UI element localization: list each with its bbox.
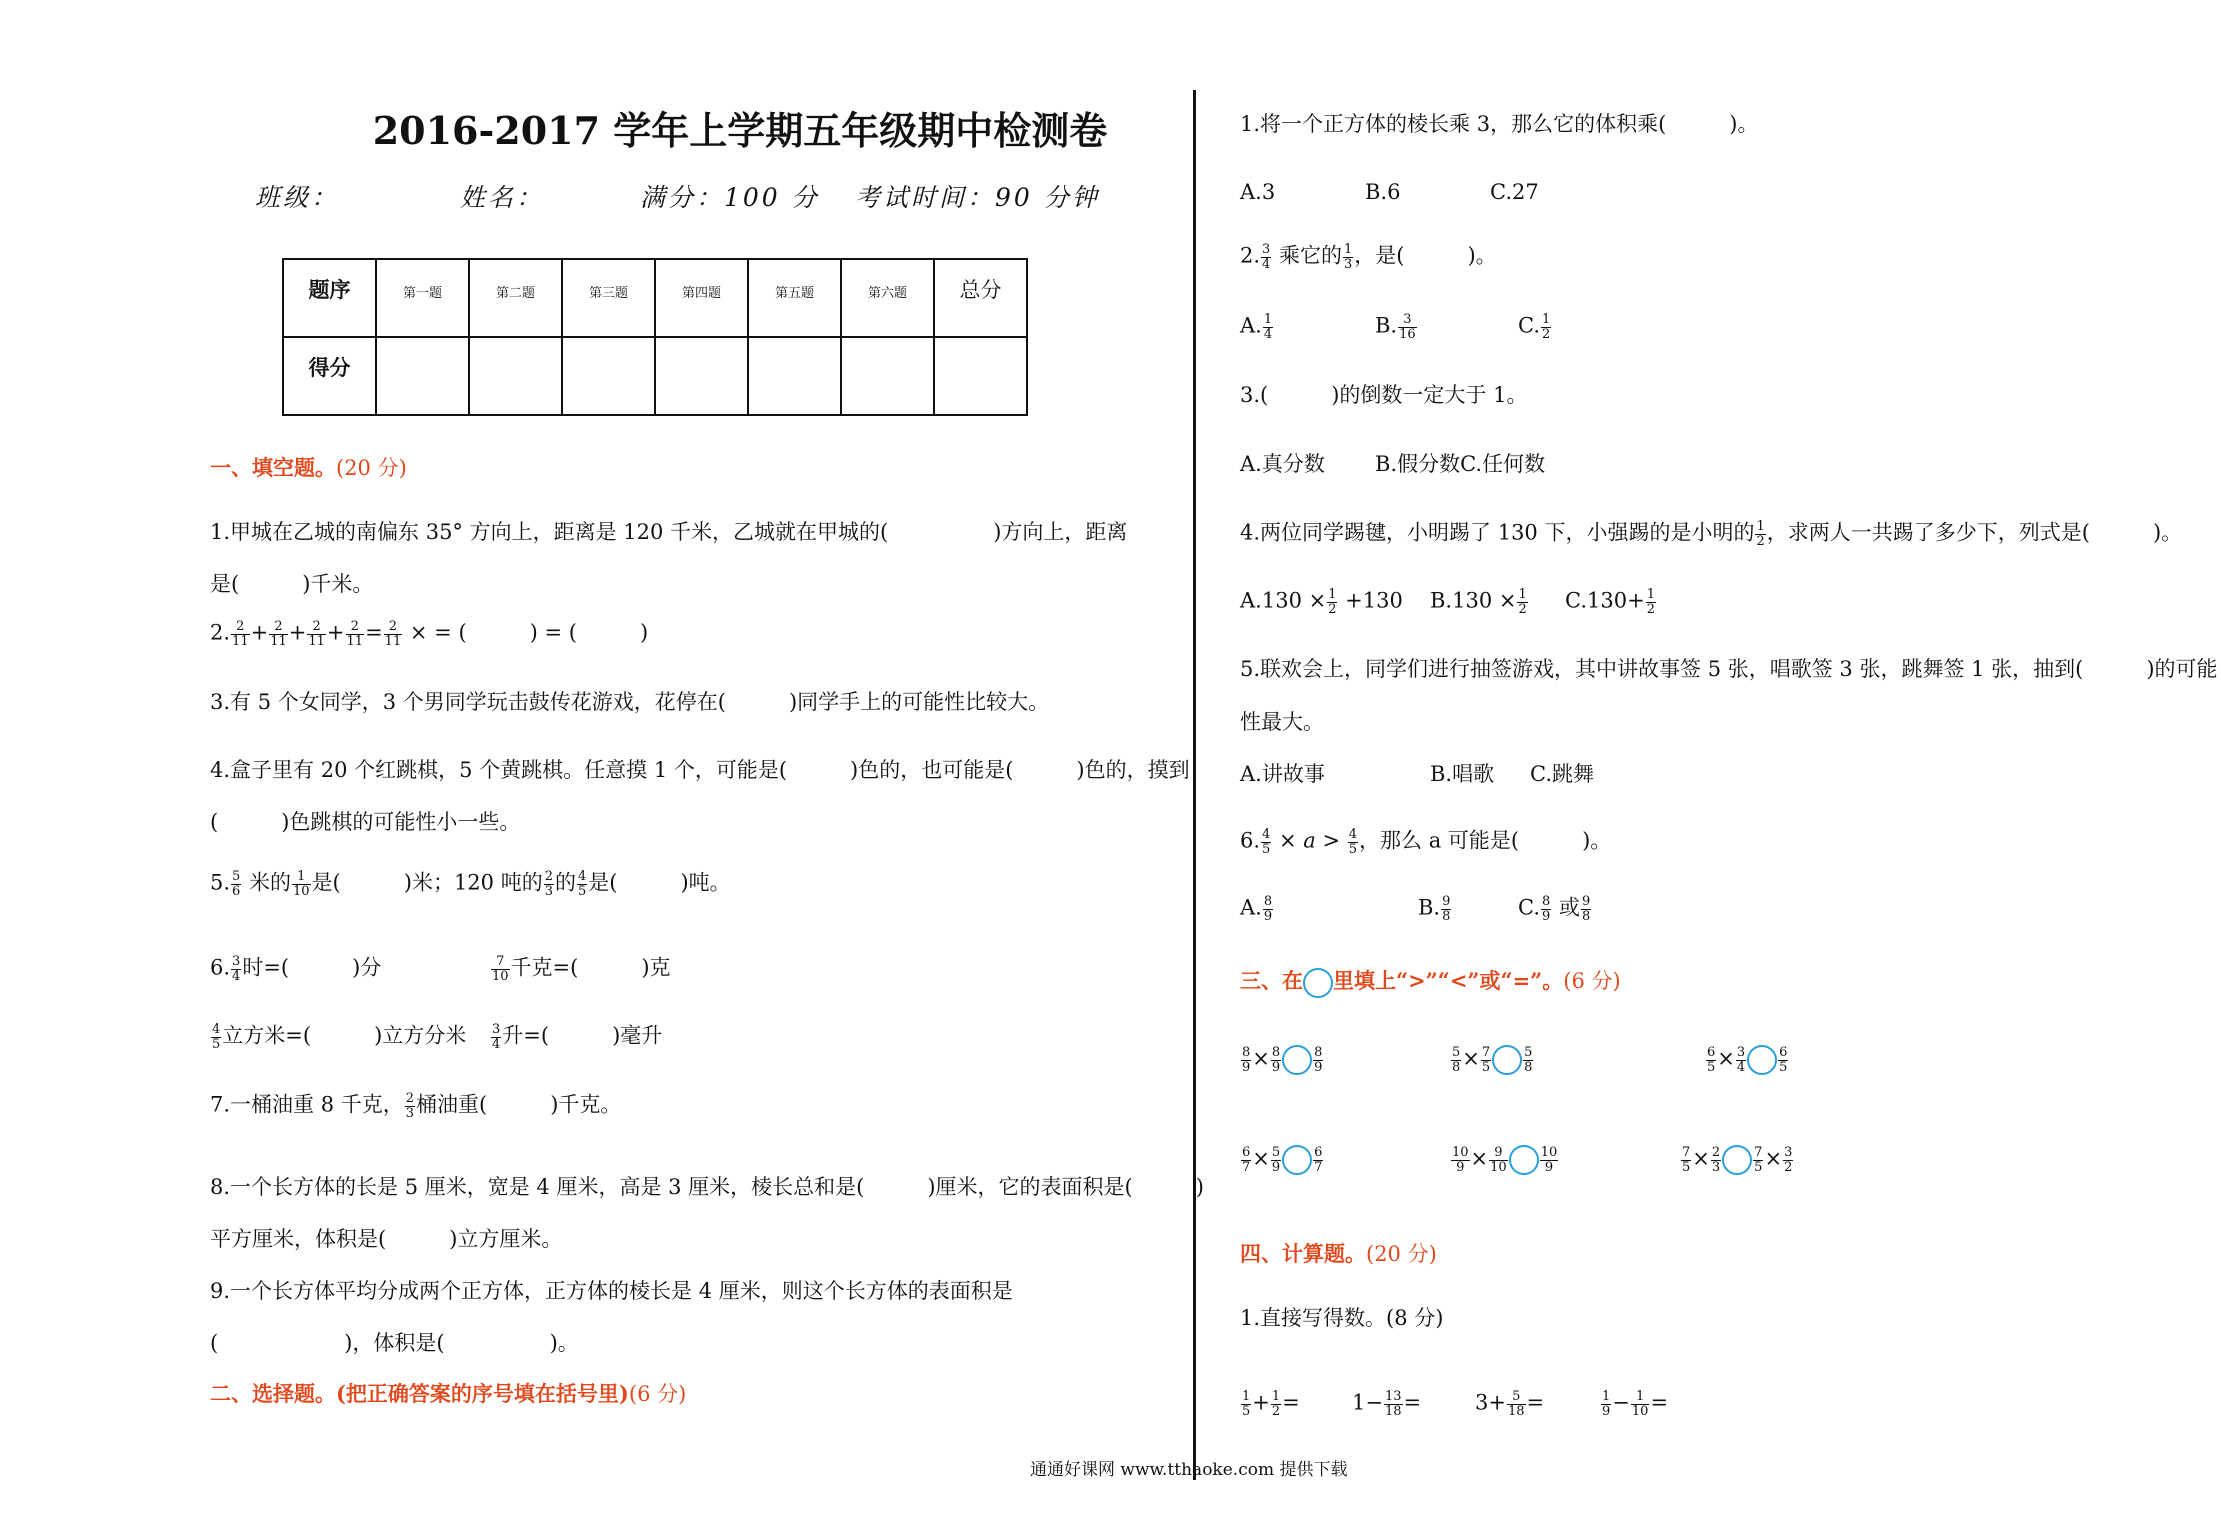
question-8-line1: 8.一个长方体的长是 5 厘米，宽是 4 厘米，高是 3 厘米，棱长总和是( )厘米，它的表面积是( )	[210, 1175, 1204, 1199]
fraction: $\frac{1}{2}$	[1328, 587, 1337, 617]
question-3: 3.有 5 个女同学，3 个男同学玩击鼓传花游戏，花停在( )同学手上的可能性比较大。	[210, 690, 1050, 714]
question-text: ，是( )。	[1354, 243, 1497, 268]
fraction: $\frac{8}{9}$	[1542, 894, 1551, 924]
question-9-line2: ( )，体积是( )。	[210, 1331, 579, 1355]
fraction: $\frac{1}{2}$	[1542, 312, 1551, 342]
calc-item-4: $\frac{1}{9}$ − $\frac{1}{10}$ =	[1602, 1389, 1669, 1419]
fraction: $\frac{8}{9}$	[1263, 894, 1273, 924]
fraction: $\frac{2}{3}$	[544, 869, 553, 899]
table-header-cell: 第三题	[562, 259, 655, 337]
fraction: $\frac{1}{4}$	[1263, 312, 1273, 342]
question-6-part2	[490, 955, 671, 983]
question-number: 6.	[210, 955, 231, 980]
choice-q2-option-a	[1240, 313, 1274, 341]
fraction: $\frac{2}{11}$	[270, 619, 287, 649]
question-9-line1: 9.一个长方体平均分成两个正方体，正方体的棱长是 4 厘米，则这个长方体的表面积是	[210, 1279, 1013, 1303]
question-text: ，求两人一共踢了多少下，列式是( )。	[1766, 520, 2183, 545]
compare-circle[interactable]	[1282, 1145, 1312, 1175]
section-score: (6 分)	[628, 1382, 687, 1406]
question-1-line2: 是( )千米。	[210, 572, 374, 596]
question-text: 立方米=( )立方分米	[222, 1023, 467, 1048]
fraction: $\frac{2}{11}$	[308, 619, 325, 649]
table-header-cell: 题序	[283, 259, 376, 337]
option-label: B.	[1418, 895, 1441, 920]
compare-item-3: $\frac{6}{5}$ × $\frac{3}{4}$ $\frac{6}{5}$	[1707, 1044, 1788, 1075]
question-text: 乘它的	[1272, 243, 1343, 268]
option-text: 或	[1552, 895, 1580, 920]
choice-q1-option-c: C.27	[1490, 180, 1539, 204]
class-label: 班级：	[255, 183, 340, 212]
question-1-line1: 1.甲城在乙城的南偏东 35° 方向上，距离是 120 千米，乙城就在甲城的( )方向上，距离	[210, 520, 1128, 544]
compare-item-4: $\frac{6}{7}$ × $\frac{5}{9}$ $\frac{6}{7}$	[1242, 1144, 1323, 1175]
table-header-cell: 第二题	[469, 259, 562, 337]
section-label: 二、选择题。(把正确答案的序号填在括号里)	[210, 1381, 629, 1406]
compare-circle[interactable]	[1722, 1145, 1752, 1175]
fraction: $\frac{3}{4}$	[232, 954, 241, 984]
compare-item-1: $\frac{8}{9}$ × $\frac{8}{9}$ $\frac{8}{9}$	[1242, 1044, 1323, 1075]
question-4-line2: ( )色跳棋的可能性小一些。	[210, 810, 521, 834]
fraction: $\frac{1}{10}$	[293, 869, 310, 899]
section-4-title	[1240, 1238, 1437, 1268]
question-text: × a >	[1272, 828, 1347, 853]
fraction: $\frac{9}{8}$	[1581, 894, 1591, 924]
score-cell[interactable]	[376, 337, 469, 415]
question-6-part4	[490, 1023, 662, 1051]
choice-q3-option-a: A.真分数	[1240, 452, 1325, 476]
fraction: $\frac{2}{11}$	[384, 619, 402, 649]
section-3-title	[1240, 965, 1621, 998]
question-8-line2: 平方厘米，体积是( )立方厘米。	[210, 1227, 563, 1251]
calc-item-3: 3+ $\frac{5}{18}$ =	[1475, 1389, 1545, 1419]
fraction: $\frac{4}{5}$	[1348, 827, 1358, 857]
score-cell[interactable]	[748, 337, 841, 415]
score-cell[interactable]	[841, 337, 934, 415]
section-score: (20 分)	[1366, 1242, 1437, 1266]
table-header-cell: 第四题	[655, 259, 748, 337]
question-text: 的	[555, 870, 576, 895]
question-text: 7.一桶油重 8 千克，	[210, 1092, 404, 1117]
score-table	[282, 258, 1028, 416]
fraction: $\frac{4}{5}$	[1262, 827, 1271, 857]
choice-q6-option-c	[1518, 895, 1592, 923]
section-score: (20 分)	[336, 456, 407, 480]
question-text: 桶油重( )千克。	[416, 1092, 622, 1117]
question-number: 2.	[1240, 243, 1261, 268]
choice-question-3: 3.( )的倒数一定大于 1。	[1240, 383, 1528, 407]
fraction: $\frac{4}{5}$	[212, 1022, 221, 1052]
choice-q5-option-b: B.唱歌	[1430, 762, 1495, 786]
score-cell[interactable]	[562, 337, 655, 415]
circle-icon	[1303, 968, 1333, 998]
score-cell[interactable]	[655, 337, 748, 415]
section-score: (6 分)	[1563, 969, 1621, 993]
option-label: C.	[1518, 895, 1540, 920]
choice-q4-option-c	[1565, 588, 1657, 616]
choice-q3-option-bc: B.假分数C.任何数	[1375, 452, 1546, 476]
choice-q4-option-b	[1430, 588, 1529, 616]
section-label: 里填上“>”“<”或“=”。	[1333, 968, 1564, 993]
question-text: = ( ) = ( )	[427, 620, 649, 645]
question-number: 2.	[210, 620, 231, 645]
table-header-cell: 第五题	[748, 259, 841, 337]
question-4-line1: 4.盒子里有 20 个红跳棋，5 个黄跳棋。任意摸 1 个，可能是( )色的，也可能是( )色的，摸到	[210, 758, 1190, 782]
compare-circle[interactable]	[1492, 1045, 1522, 1075]
fraction: $\frac{7}{10}$	[492, 954, 509, 984]
question-text: 千克=( )克	[510, 955, 671, 980]
column-divider	[1193, 90, 1196, 1480]
question-number: 5.	[210, 870, 231, 895]
choice-question-4	[1240, 520, 2182, 548]
option-label: B.130 ×	[1430, 588, 1517, 613]
choice-q5-option-c: C.跳舞	[1530, 762, 1594, 786]
name-label: 姓名：	[460, 183, 545, 212]
question-text: ，那么 a 可能是( )。	[1359, 828, 1612, 853]
fraction: $\frac{1}{2}$	[1756, 519, 1765, 549]
choice-q2-option-b	[1375, 313, 1418, 341]
fraction: $\frac{3}{4}$	[492, 1022, 501, 1052]
fraction: $\frac{4}{5}$	[578, 869, 587, 899]
calc-item-2: 1− $\frac{13}{18}$ =	[1352, 1389, 1422, 1419]
question-number: 6.	[1240, 828, 1261, 853]
question-5	[210, 870, 731, 898]
question-text: 时=( )分	[242, 955, 382, 980]
exam-time-label: 考试时间：90 分钟	[855, 183, 1100, 212]
option-label: C.130+	[1565, 588, 1645, 613]
choice-question-6	[1240, 828, 1611, 856]
section-2-title	[210, 1378, 686, 1408]
question-text: 是( )吨。	[588, 870, 731, 895]
question-6-part1	[210, 955, 381, 983]
table-row	[283, 337, 1027, 415]
section-1-title	[210, 452, 407, 482]
question-text: 1.直接写得数。	[1240, 1306, 1387, 1330]
question-2: 2. $\frac{2}{11}$ + $\frac{2}{11}$ + $\frac{2}{11}$ + $\frac{2}{11}$ = $\frac{2}{11}$ × = ( ) = ( )	[210, 619, 649, 649]
question-text: 4.两位同学踢毽，小明踢了 130 下，小强踢的是小明的	[1240, 520, 1755, 545]
choice-q1-option-b: B.6	[1365, 180, 1401, 204]
choice-question-5-line1: 5.联欢会上，同学们进行抽签游戏，其中讲故事签 5 张，唱歌签 3 张，跳舞签 1 张，抽到( )的可能	[1240, 657, 2218, 681]
compare-item-2: $\frac{5}{8}$ × $\frac{7}{5}$ $\frac{5}{8}$	[1452, 1044, 1533, 1075]
table-row-header: 得分	[283, 337, 376, 415]
compare-item-6: $\frac{7}{5}$ × $\frac{2}{3}$ $\frac{7}{5}$ × $\frac{3}{2}$	[1682, 1144, 1793, 1175]
table-header-cell: 总分	[934, 259, 1027, 337]
choice-question-5-line2: 性最大。	[1240, 710, 1324, 734]
question-7	[210, 1092, 621, 1120]
compare-circle[interactable]	[1282, 1045, 1312, 1075]
page-title: 2016-2017 学年上学期五年级期中检测卷	[372, 108, 1108, 153]
table-row	[283, 259, 1027, 337]
score-cell[interactable]	[469, 337, 562, 415]
calc-question-1	[1240, 1306, 1443, 1331]
option-label: A.130 ×	[1240, 588, 1327, 613]
score-cell[interactable]	[934, 337, 1027, 415]
option-label: A.	[1240, 895, 1262, 920]
question-text: 是( )米；120 吨的	[311, 870, 543, 895]
choice-question-2	[1240, 243, 1497, 271]
choice-question-1: 1.将一个正方体的棱长乘 3，那么它的体积乘( )。	[1240, 112, 1759, 136]
question-text: 米的	[242, 870, 292, 895]
option-text: +130	[1338, 588, 1403, 613]
fraction: $\frac{1}{2}$	[1518, 587, 1527, 617]
option-label: A.	[1240, 313, 1262, 338]
choice-q5-option-a: A.讲故事	[1240, 762, 1325, 786]
choice-q4-option-a	[1240, 588, 1403, 616]
calc-item-1: $\frac{1}{5}$ + $\frac{1}{2}$ =	[1242, 1389, 1300, 1419]
choice-q2-option-c	[1518, 313, 1552, 341]
full-score-label: 满分：100 分	[640, 183, 820, 212]
compare-circle[interactable]	[1747, 1045, 1777, 1075]
fraction: $\frac{1}{2}$	[1646, 587, 1655, 617]
compare-circle[interactable]	[1509, 1145, 1539, 1175]
question-6-part3	[210, 1023, 466, 1051]
footer: 通通好课网 www.tthaoke.com 提供下载	[1030, 1460, 1348, 1480]
fraction: $\frac{2}{11}$	[232, 619, 249, 649]
choice-q6-option-b	[1418, 895, 1452, 923]
question-text: 升=( )毫升	[502, 1023, 663, 1048]
table-header-cell: 第六题	[841, 259, 934, 337]
choice-q1-option-a: A.3	[1240, 180, 1276, 204]
fraction: $\frac{3}{16}$	[1399, 312, 1416, 342]
option-label: B.	[1375, 313, 1398, 338]
fraction: $\frac{1}{3}$	[1344, 242, 1353, 272]
fraction: $\frac{3}{4}$	[1262, 242, 1271, 272]
section-label: 四、计算题。	[1240, 1241, 1366, 1266]
section-label: 三、在	[1240, 968, 1303, 993]
option-label: C.	[1518, 313, 1540, 338]
fraction: $\frac{2}{11}$	[346, 619, 364, 649]
choice-q6-option-a	[1240, 895, 1274, 923]
question-score: (8 分)	[1386, 1306, 1444, 1330]
fraction: $\frac{2}{3}$	[405, 1091, 415, 1121]
fraction: $\frac{9}{8}$	[1442, 894, 1451, 924]
table-header-cell: 第一题	[376, 259, 469, 337]
compare-item-5: $\frac{10}{9}$ × $\frac{9}{10}$ $\frac{10}{9}$	[1452, 1144, 1558, 1175]
fraction: $\frac{5}{6}$	[232, 869, 241, 899]
section-label: 一、填空题。	[210, 455, 336, 480]
